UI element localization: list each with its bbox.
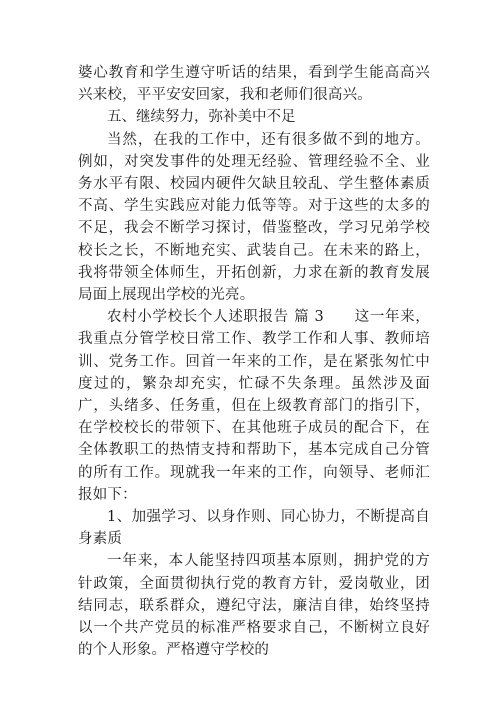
document-body <box>78 62 430 661</box>
paragraph-item-1-body: 一年来，本人能坚持四项基本原则，拥护党的方针政策，全面贯彻执行党的教育方针，爱岗敬业，团结同志，联系群众，遵纪守法，廉洁自律，始终坚持以一个共产党员的标准严格要求自己，不断树立良好的个人形象。严格遵守学校的 <box>78 553 430 659</box>
paragraph-continuation: 婆心教育和学生遵守听话的结果，看到学生能高高兴兴来校，平平安安回家，我和老师们很高兴。 <box>78 65 430 104</box>
paragraph-item-1-heading: 1、加强学习、以身作则、同心协力，不断提高自身素质 <box>78 509 430 548</box>
section-heading-5: 五、继续努力，弥补美中不足 <box>107 109 296 126</box>
paragraph-report-intro: 农村小学校长个人述职报告 篇 3 这一年来，我重点分管学校日常工作、教学工作和人事、教师培训、党务工作。回首一年来的工作，是在紧张匆忙中度过的，繁杂却充实，忙碌不失条理。虽然涉及面广，头绪多、任务重，但在上级教育部门的指引下，在学校校长的带领下、在其他班子成员的配合下，在全体教职工的热情支持和帮助下，基本完成自己分管的所有工作。现就我一年来的工作，向领导、老师汇报如下： <box>78 309 430 503</box>
paragraph-shortcomings: 当然，在我的工作中，还有很多做不到的地方。例如，对突发事件的处理无经验、管理经验不全、业务水平有限、校园内硬件欠缺且较乱、学生整体素质不高、学生实践应对能力低等等。对于这些的太多的不足，我会不断学习探讨，借鉴整改，学习兄弟学校校长之长，不断地充实、武装自己。在未来的路上，我将带领全体师生，开拓创新，力求在新的教育发展局面上展现出学校的光亮。 <box>78 131 430 304</box>
